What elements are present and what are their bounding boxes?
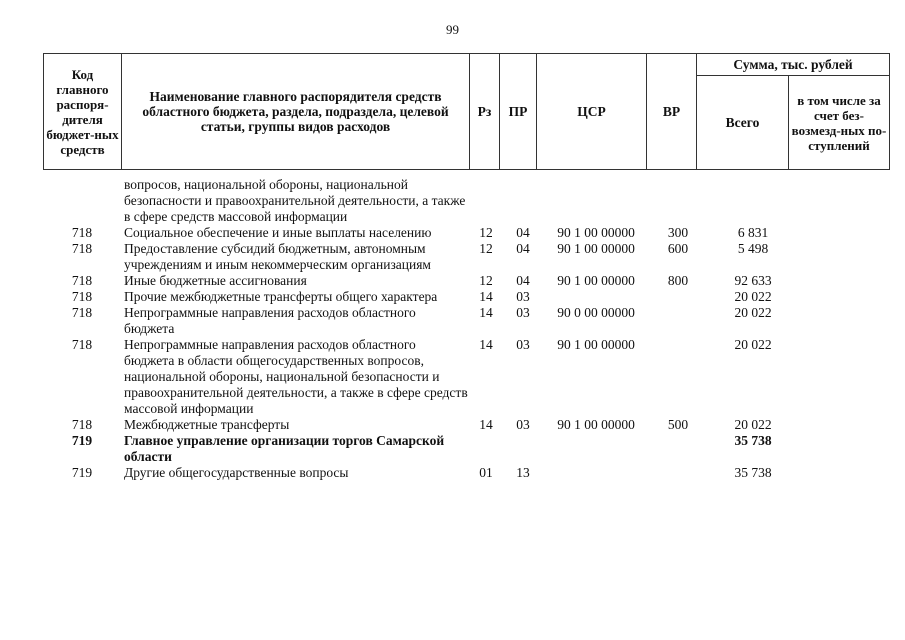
row-code: 718 bbox=[71, 289, 93, 304]
table-row bbox=[43, 337, 889, 417]
row-pr: 03 bbox=[516, 289, 530, 304]
row-code: 718 bbox=[71, 273, 93, 288]
row-name: Непрограммные направления расходов областного бюджета bbox=[124, 305, 416, 336]
row-total: 20 022 bbox=[734, 417, 772, 432]
row-csr: 90 0 00 00000 bbox=[557, 305, 635, 320]
page-number: 99 bbox=[446, 22, 459, 37]
row-pr: 03 bbox=[516, 337, 530, 352]
row-total: 20 022 bbox=[734, 337, 772, 352]
header-name: Наименование главного распорядителя средств областного бюджета, раздела, подраздела, целевой статьи, группы видов расходов bbox=[122, 54, 470, 170]
row-vr: 800 bbox=[667, 273, 689, 288]
row-rz: 01 bbox=[479, 465, 493, 480]
table-row bbox=[43, 289, 889, 305]
row-code: 718 bbox=[71, 417, 93, 432]
row-code: 719 bbox=[71, 433, 93, 448]
row-code: 718 bbox=[71, 241, 93, 256]
row-total: 6 831 bbox=[737, 225, 769, 240]
row-rz: 12 bbox=[479, 225, 493, 240]
row-pr: 03 bbox=[516, 417, 530, 432]
row-name: Другие общегосударственные вопросы bbox=[124, 465, 349, 480]
row-rz: 14 bbox=[479, 305, 493, 320]
row-rz: 12 bbox=[479, 241, 493, 256]
row-name: Иные бюджетные ассигнования bbox=[124, 273, 307, 288]
table-body bbox=[43, 177, 889, 481]
header-csr: ЦСР bbox=[537, 54, 647, 170]
row-vr: 300 bbox=[667, 225, 689, 240]
table-row bbox=[43, 465, 889, 481]
header-code: Код главного распоря-дителя бюджет-ных средств bbox=[44, 54, 122, 170]
table-row bbox=[43, 417, 889, 433]
row-code: 718 bbox=[71, 305, 93, 320]
row-name: Непрограммные направления расходов областного бюджета в области общегосударственных вопросов, национальной обороны, национальной безопасности и правоохранительной деятельности, а также в сфере средств массовой информации bbox=[124, 337, 468, 416]
row-name: вопросов, национальной обороны, национальной безопасности и правоохранительной деятельности, а также в сфере средств массовой информации bbox=[124, 177, 466, 224]
row-total: 35 738 bbox=[734, 465, 772, 480]
row-pr: 03 bbox=[516, 305, 530, 320]
row-csr: 90 1 00 00000 bbox=[557, 417, 635, 432]
row-csr: 90 1 00 00000 bbox=[557, 241, 635, 256]
row-name: Главное управление организации торгов Самарской области bbox=[124, 433, 445, 464]
table-row bbox=[43, 177, 889, 225]
row-csr: 90 1 00 00000 bbox=[557, 225, 635, 240]
row-pr: 04 bbox=[516, 225, 530, 240]
table-row bbox=[43, 273, 889, 289]
header-rz: Рз bbox=[470, 54, 500, 170]
row-total: 92 633 bbox=[734, 273, 772, 288]
table-row bbox=[43, 433, 889, 465]
row-rz: 12 bbox=[479, 273, 493, 288]
row-rz: 14 bbox=[479, 289, 493, 304]
row-csr: 90 1 00 00000 bbox=[557, 273, 635, 288]
header-vr: ВР bbox=[647, 54, 697, 170]
row-total: 5 498 bbox=[737, 241, 769, 256]
table-row bbox=[43, 241, 889, 273]
table-header bbox=[43, 53, 890, 170]
row-name: Социальное обеспечение и иные выплаты населению bbox=[124, 225, 432, 240]
header-pr: ПР bbox=[500, 54, 537, 170]
header-sum-group: Сумма, тыс. рублей bbox=[697, 54, 890, 76]
row-pr: 04 bbox=[516, 241, 530, 256]
header-total: Всего bbox=[697, 76, 789, 170]
table-row bbox=[43, 305, 889, 337]
row-name: Межбюджетные трансферты bbox=[124, 417, 290, 432]
row-total: 20 022 bbox=[734, 305, 772, 320]
row-rz: 14 bbox=[479, 417, 493, 432]
row-total: 35 738 bbox=[734, 433, 772, 448]
row-code: 718 bbox=[71, 337, 93, 352]
row-vr: 500 bbox=[667, 417, 689, 432]
row-name: Предоставление субсидий бюджетным, автономным учреждениям и иным некоммерческим организациям bbox=[124, 241, 431, 272]
header-incl: в том числе за счет без-возмезд-ных по-ступлений bbox=[789, 76, 890, 170]
row-pr: 04 bbox=[516, 273, 530, 288]
row-code: 718 bbox=[71, 225, 93, 240]
table-row bbox=[43, 225, 889, 241]
row-total: 20 022 bbox=[734, 289, 772, 304]
row-rz: 14 bbox=[479, 337, 493, 352]
row-csr: 90 1 00 00000 bbox=[557, 337, 635, 352]
row-pr: 13 bbox=[516, 465, 530, 480]
row-code: 719 bbox=[71, 465, 93, 480]
row-vr: 600 bbox=[667, 241, 689, 256]
row-name: Прочие межбюджетные трансферты общего характера bbox=[124, 289, 438, 304]
